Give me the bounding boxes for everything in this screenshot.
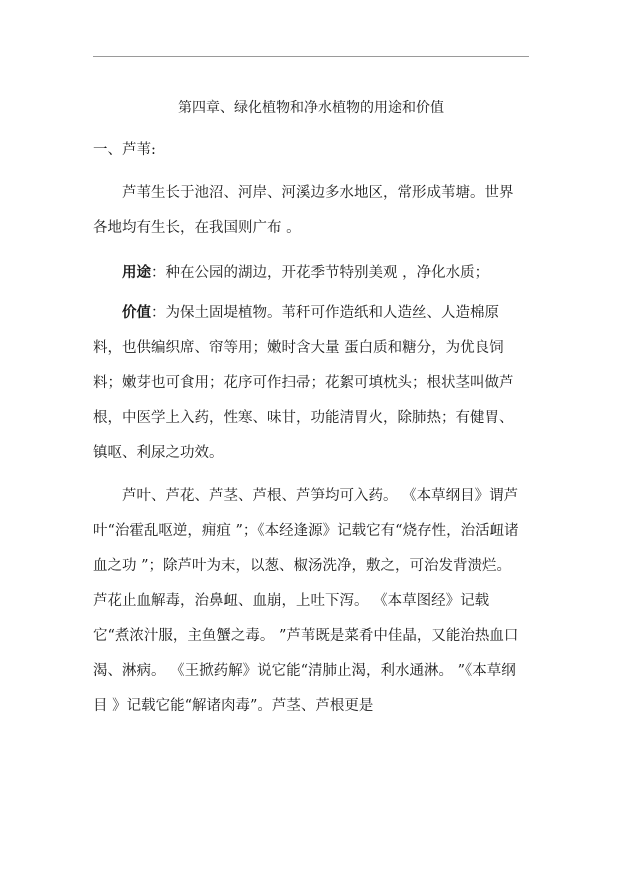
value-text: ：为保土固堤植物。苇秆可作造纸和人造丝、人造棉原料，也供编织席、帘等用；嫩时含大量 蛋白质和糖分，为优良饲料；嫩芽也可食用；花序可作扫帚；花絮可填枕头；根状茎叫做芦根，中医学上入药，性寒、味甘，功能清胃火，除肺热；有健胃、镇呕、利尿之功效。 <box>93 305 514 461</box>
value-label: 价值 <box>122 304 151 321</box>
medicine-paragraph: 芦叶、芦花、芦茎、芦根、芦笋均可入药。 《本草纲目》谓芦叶“治霍乱呕逆，痈疽 ”；《本经逢源》记载它有“烧存性，治活衄诸血之功 ”；除芦叶为末，以葱、椒汤洗净，敷之，可治发背溃烂。芦花止血解毒，治鼻衄、血崩，上吐下泻。 《本草图经》记载它“煮浓汁服，主鱼蟹之毒。 ”芦苇既是菜肴中佳晶，又能治热血口渴、淋病。 《王掀药解》说它能“清肺止渴，利水通淋。 ”《本草纲目 》记载它能“解诸肉毒”。芦茎、芦根更是 <box>93 488 519 714</box>
use-label: 用途 <box>122 264 151 281</box>
chapter-title: 第四章、绿化植物和净水植物的用途和价值 <box>178 100 444 116</box>
value-paragraph <box>93 295 525 471</box>
use-text: ：种在公园的湖边，开花季节特别美观 ，净化水质； <box>151 265 490 281</box>
document-body <box>93 176 525 724</box>
intro-paragraph: 芦苇生长于池沼、河岸、河溪边多水地区，常形成苇塘。世界各地均有生长，在我国则广布 。 <box>93 185 514 236</box>
header-rule <box>93 56 529 57</box>
use-paragraph <box>93 255 525 291</box>
section-heading: 一、芦苇: <box>93 142 156 158</box>
